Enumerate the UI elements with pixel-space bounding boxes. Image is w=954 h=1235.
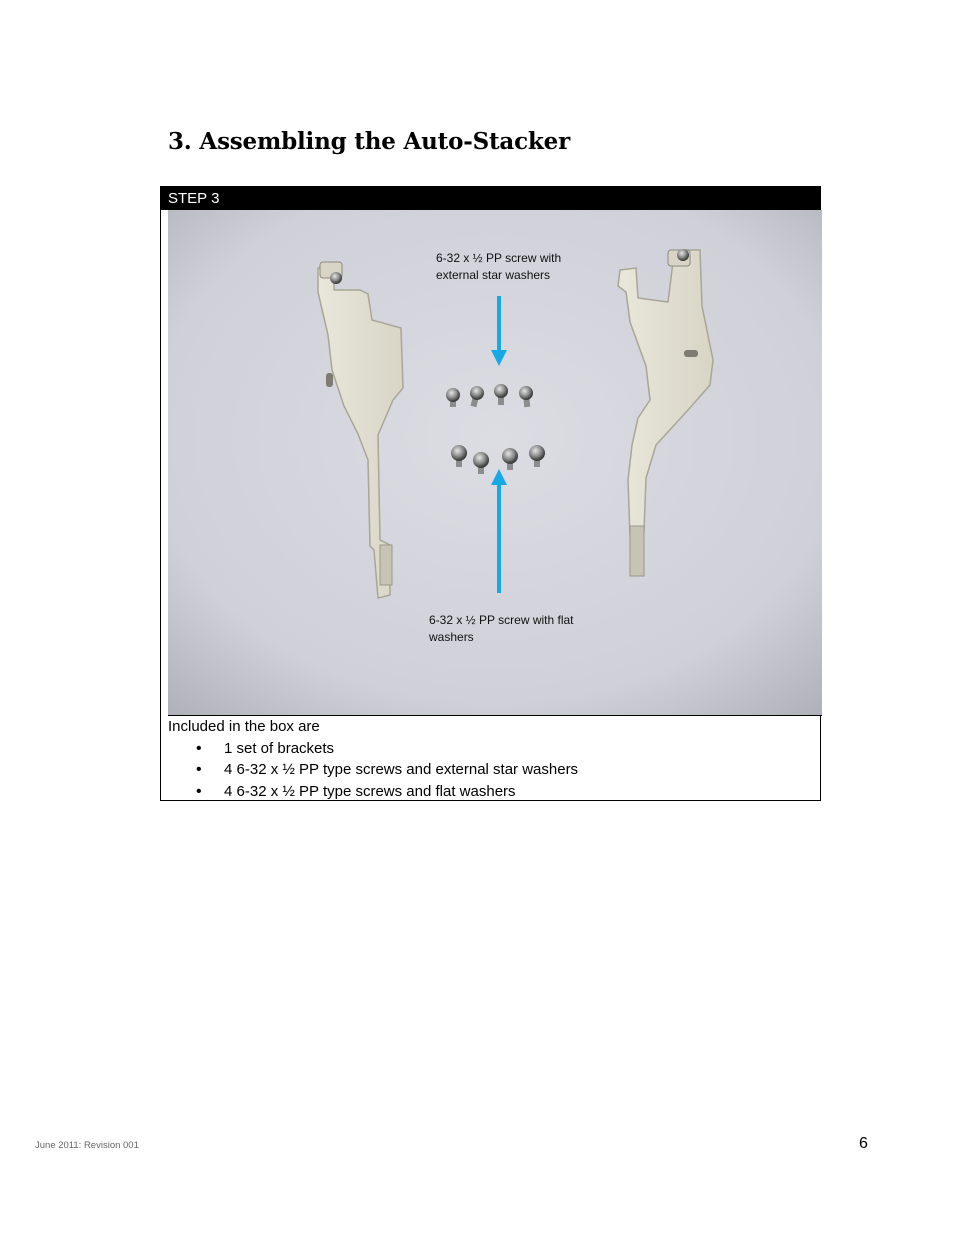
included-list <box>168 738 816 803</box>
callout-flat-washer-screws: 6-32 x ½ PP screw with flat washers <box>429 613 574 644</box>
step-3-panel <box>160 186 821 801</box>
included-intro: Included in the box are <box>168 718 320 735</box>
page-title: 3. Assembling the Auto-Stacker <box>168 128 570 155</box>
callout-star-washer-screws: 6-32 x ½ PP screw with external star washers <box>436 251 562 282</box>
list-item: • 4 6-32 x ½ PP type screws and flat washers <box>168 781 816 803</box>
list-item: • 1 set of brackets <box>168 738 816 760</box>
revision-footer: June 2011: Revision 001 <box>35 1140 139 1151</box>
parts-photo <box>168 210 822 716</box>
list-item: • 4 6-32 x ½ PP type screws and external star washers <box>168 759 816 781</box>
included-items <box>168 716 816 802</box>
page-number: 6 <box>859 1135 868 1152</box>
step-header: STEP 3 <box>161 187 820 210</box>
